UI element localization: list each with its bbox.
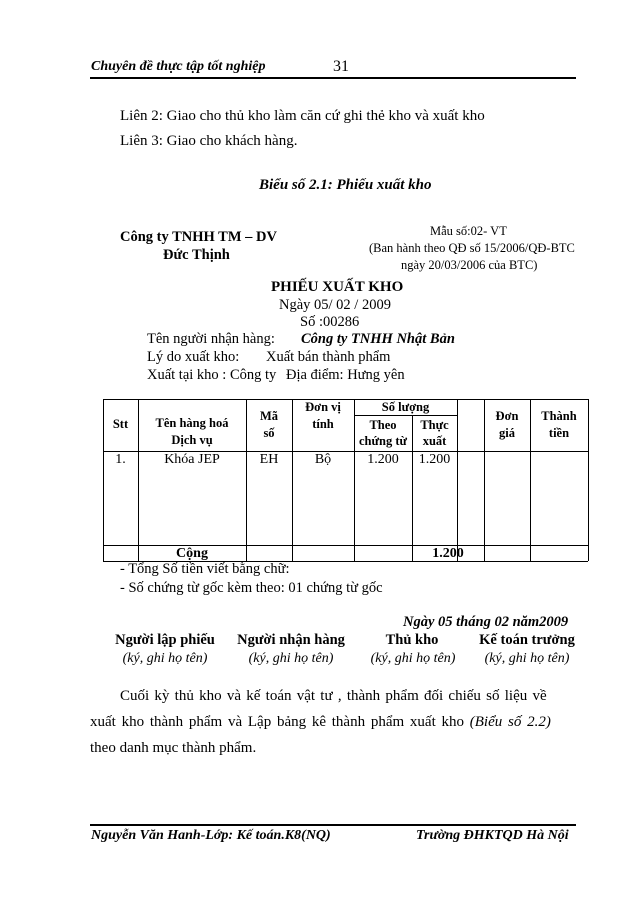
recipient-label: Tên người nhận hàng:: [147, 331, 275, 347]
signature-receiver-title: Người nhận hàng: [237, 632, 345, 648]
signature-storekeeper-title: Thủ kho: [385, 632, 439, 648]
slip-date: Ngày 05/ 02 / 2009: [279, 297, 391, 313]
paragraph-reference: (Biểu số 2.2): [469, 714, 551, 730]
col-header-unit-2: tính: [312, 417, 334, 431]
paragraph-line-1: Cuối kỳ thủ kho và kế toán vật tư , thành phẩm đối chiếu số liệu về: [120, 688, 547, 704]
signature-chief-accountant-note: (ký, ghi họ tên): [484, 651, 570, 666]
footer-author: Nguyễn Văn Hanh-Lớp: Kế toán.K8(NQ): [91, 828, 331, 843]
slip-number: Số :00286: [300, 314, 360, 330]
reason-value: Xuất bán thành phẩm: [266, 349, 391, 365]
form-regulation: (Ban hành theo QĐ số 15/2006/QĐ-BTC: [369, 241, 575, 255]
signature-storekeeper-note: (ký, ghi họ tên): [370, 651, 456, 666]
cell-unit: Bộ: [314, 452, 332, 467]
warehouse-label: Xuất tại kho : Công ty: [147, 367, 277, 383]
col-header-name: Tên hàng hoá: [155, 416, 229, 430]
col-header-price-2: giá: [499, 426, 515, 440]
intro-line-1: Liên 2: Giao cho thủ kho làm căn cứ ghi thẻ kho và xuất kho: [120, 108, 485, 124]
total-in-words: - Tổng Số tiền viết bằng chữ:: [120, 561, 290, 577]
header-rule: [90, 77, 576, 79]
reason-label: Lý do xuất kho:: [147, 349, 240, 365]
location-label: Địa điểm: Hưng yên: [286, 367, 405, 383]
form-regulation-date: ngày 20/03/2006 của BTC): [401, 258, 538, 272]
cell-qty-actual: 1.200: [418, 452, 451, 467]
col-header-code-2: số: [263, 426, 275, 440]
sign-date: Ngày 05 tháng 02 năm2009: [403, 614, 569, 630]
signature-creator-note: (ký, ghi họ tên): [122, 651, 208, 666]
col-header-stt: Stt: [112, 417, 129, 431]
signature-creator-title: Người lập phiếu: [115, 632, 215, 648]
col-header-qty-doc-2: chứng từ: [359, 434, 407, 448]
col-header-qty-actual-2: xuất: [422, 434, 447, 448]
company-name-2: Đức Thịnh: [163, 247, 230, 263]
signature-receiver-note: (ký, ghi họ tên): [248, 651, 334, 666]
page-number: 31: [333, 58, 349, 75]
col-header-qty-actual: Thực: [420, 418, 449, 432]
col-header-name-2: Dịch vụ: [171, 433, 213, 447]
paragraph-line-3: theo danh mục thành phẩm.: [90, 740, 257, 756]
company-name: Công ty TNHH TM – DV: [120, 229, 277, 245]
intro-line-2: Liên 3: Giao cho khách hàng.: [120, 133, 298, 149]
attached-documents: - Số chứng từ gốc kèm theo: 01 chứng từ gốc: [120, 580, 383, 596]
cell-name: Khóa JEP: [164, 452, 220, 467]
footer-rule: [90, 824, 576, 826]
recipient-value: Công ty TNHH Nhật Bản: [301, 331, 455, 347]
cell-code: EH: [259, 452, 279, 467]
cell-stt: 1.: [115, 452, 126, 467]
slip-title: PHIẾU XUẤT KHO: [271, 279, 404, 295]
col-header-price: Đơn: [495, 409, 519, 423]
col-header-amount-2: tiền: [548, 426, 570, 440]
header-title: Chuyên đề thực tập tốt nghiệp: [91, 59, 266, 74]
col-header-qty-doc: Theo: [369, 418, 397, 432]
col-header-amount: Thành: [541, 409, 577, 423]
form-code: Mẫu số:02- VT: [430, 224, 507, 238]
total-qty-actual: 1.200: [432, 546, 464, 561]
footer-school: Trường ĐHKTQD Hà Nội: [416, 828, 569, 843]
col-header-code: Mã: [259, 409, 279, 423]
form-title: Biểu số 2.1: Phiếu xuất kho: [259, 177, 432, 193]
col-header-quantity: Số lượng: [381, 400, 430, 414]
signature-chief-accountant-title: Kế toán trưởng: [479, 632, 575, 648]
paragraph-line-2-text: xuất kho thành phẩm và Lập bảng kê thành phẩm xuất kho: [90, 714, 464, 730]
paragraph-line-2: [90, 714, 551, 731]
total-label: Cộng: [176, 546, 208, 561]
col-header-unit: Đơn vị: [305, 400, 341, 414]
cell-qty-doc: 1.200: [367, 452, 399, 467]
